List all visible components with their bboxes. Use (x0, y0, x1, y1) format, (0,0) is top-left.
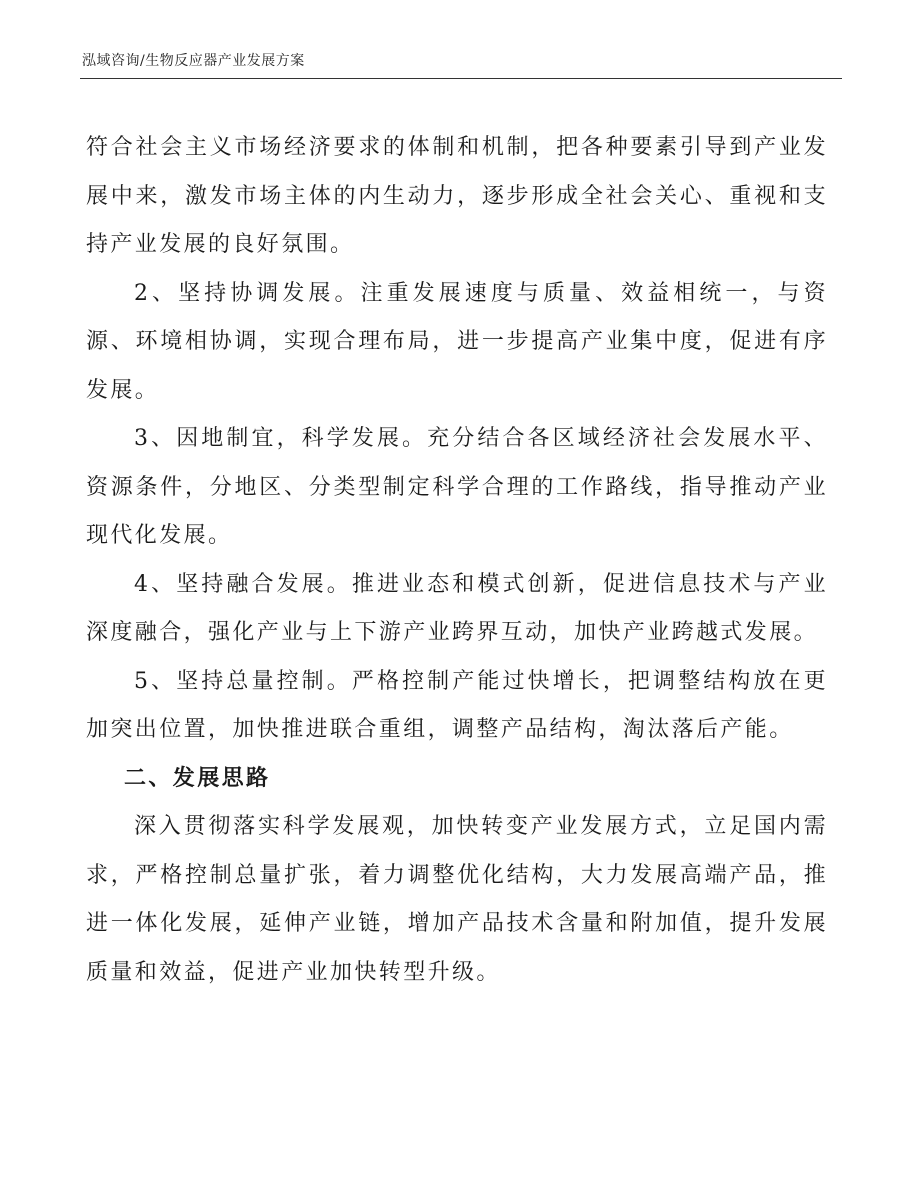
paragraph-principle-2: 2、坚持协调发展。注重发展速度与质量、效益相统一，与资源、环境相协调，实现合理布局，进一步提高产业集中度，促进有序发展。 (86, 280, 828, 403)
section-heading: 二、发展思路 (124, 765, 271, 791)
page-header-title: 泓域咨询/生物反应器产业发展方案 (82, 53, 305, 69)
paragraph-principle-3: 3、因地制宜，科学发展。充分结合各区域经济社会发展水平、资源条件，分地区、分类型制定科学合理的工作路线，指导推动产业现代化发展。 (86, 426, 828, 548)
paragraph-development-ideas: 深入贯彻落实科学发展观，加快转变产业发展方式，立足国内需求，严格控制总量扩张，着力调整优化结构，大力发展高端产品，推进一体化发展，延伸产业链，增加产品技术含量和附加值，提升发展质量和效益，促进产业加快转型升级。 (86, 814, 828, 985)
paragraph-continuation: 符合社会主义市场经济要求的体制和机制，把各种要素引导到产业发展中来，激发市场主体的内生动力，逐步形成全社会关心、重视和支持产业发展的良好氛围。 (86, 135, 828, 257)
paragraph-principle-5: 5、坚持总量控制。严格控制产能过快增长，把调整结构放在更加突出位置，加快推进联合重组，调整产品结构，淘汰落后产能。 (86, 668, 828, 742)
document-body (86, 124, 828, 997)
header-divider (80, 78, 842, 79)
paragraph-principle-4: 4、坚持融合发展。推进业态和模式创新，促进信息技术与产业深度融合，强化产业与上下游产业跨界互动，加快产业跨越式发展。 (86, 571, 828, 645)
